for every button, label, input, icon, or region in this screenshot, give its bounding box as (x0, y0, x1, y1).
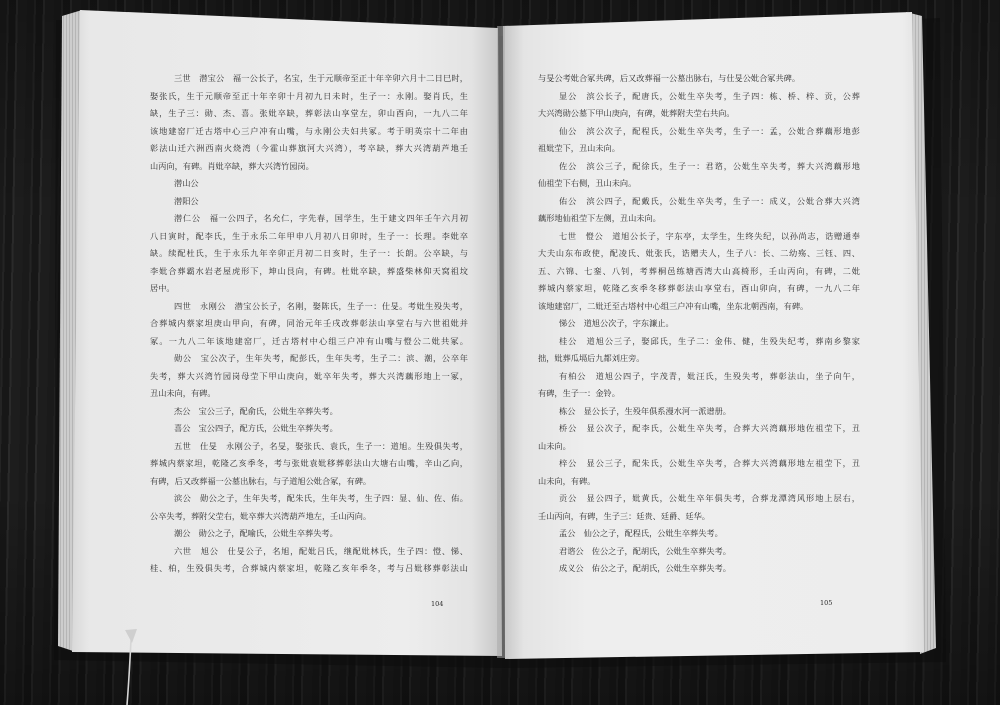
text-line: 桂公 道旭公三子，娶邱氏，生子二：金伟、健，生殁失纪考，葬南乡黎家 (559, 335, 860, 346)
text-line: 大夫山东布政使，配凌氏、妣张氏，诰赠夫人，生子八：长、二幼殇、三钰、四、 (538, 248, 860, 258)
text-line: 合葬城内蔡家坦庚山甲向，有碑，同治元年壬戌改葬彰法山享堂右与六世祖妣并 (150, 318, 468, 328)
text-line: 三世 潜宝公 福一公长子，名宝，生于元顺帝至正十年辛卯六月十二日巳时， (174, 73, 468, 83)
text-line: 壬山丙向，有碑，生子三：廷贵、廷爵、廷华。 (538, 510, 710, 521)
text-line: 缺，生子三：勋、杰、喜。张妣卒缺，葬彰法山享堂左，卯山酉向，一九八二年 (150, 108, 468, 118)
text-line: 贡公 显公四子，妣黄氏，公妣生卒年俱失考，合葬龙潭湾风形地上层右， (559, 493, 860, 503)
section-heading: 潜山公 (174, 178, 199, 188)
text-line: 潮公 勋公之子，配喻氏，公妣生卒葬失考。 (174, 528, 338, 538)
text-line: 大兴湾勋公墓下甲山庚向，有碑，妣葬附夫茔右共向。 (538, 108, 735, 118)
text-line: 栋公 显公长子，生殁年俱系漫水河一派谱册。 (559, 405, 731, 416)
text-line: 桥公 显公次子，配李氏，公妣生卒失考，合葬大兴湾藕形地佐祖茔下，丑 (559, 423, 860, 433)
section-heading: 潜阳公 (174, 195, 199, 206)
text-line: 有柏公 道旭公四子，字茂青，妣汪氏，生殁失考，葬彰法山，坐子向午， (559, 370, 860, 381)
text-line: 拙，妣葬瓜塥后九都刘庄旁。 (538, 353, 645, 363)
page-number: 104 (431, 600, 444, 608)
text-line: 有碑，后又改葬福一公墓出脉右，与子道旭公妣合冢，有碑。 (150, 475, 372, 486)
text-line: 八日寅时，配李氏，生于永乐二年甲申八月初八日卯时，生子一：长理。李妣卒 (150, 230, 468, 241)
text-line: 君谘公 佐公之子，配胡氏，公妣生卒葬失考。 (559, 545, 731, 556)
left-page-text (150, 70, 468, 578)
text-line: 成义公 佑公之子，配胡氏，公妣生卒葬失考。 (559, 563, 731, 573)
text-line: 葬城内蔡家坦，乾隆乙亥季冬，考与张妣袁妣移葬彰法山大塘右山嘴，辛山乙向， (150, 458, 468, 468)
text-line: 佐公 滨公三子，配徐氏，生子一：君谘，公妣生卒失考，葬大兴湾藕形地 (559, 160, 860, 171)
text-line: 与旻公考妣合冢共碑，后又改葬福一公墓出脉右，与仕旻公妣合冢共碑。 (538, 73, 801, 83)
text-line: 彰法山迁六洲西南火烧湾（今霍山葬旗河大兴湾），考卒缺，葬大兴湾葫芦地壬 (150, 143, 468, 153)
text-line: 该地建窑厂迁古塔中心三户冲有山嘴，与永刚公夫妇共冢。考于明英宗十二年由 (150, 125, 468, 136)
text-line: 葬城内蔡家坦，乾隆乙亥季冬移葬彰法山享堂右，酉山卯向，有碑，一九八二年 (538, 283, 860, 293)
text-line: 悌公 道旭公次子，字东濂止。 (559, 318, 674, 328)
text-line: 显公 滨公长子，配唐氏，公妣生卒失考，生子四：栋、桥、梓、贡，公葬 (559, 90, 860, 101)
text-line: 公卒失考，葬附父茔右，妣卒葬大兴湾葫芦地左，壬山丙向。 (150, 510, 372, 521)
text-line: 居中。 (150, 283, 175, 293)
text-line: 五、六锦、七銮、八钊，考葬桐邑练塘西湾大山高椅形，壬山丙向，有碑，二妣 (538, 265, 860, 276)
text-line: 杰公 宝公三子，配俞氏，公妣生卒葬失考。 (174, 405, 338, 416)
spine-shadow (497, 26, 505, 658)
text-line: 仙公 滨公次子，配程氏，公妣生卒失考，生子一：孟，公妣合葬藕形地彭 (559, 125, 860, 136)
text-line: 七世 憕公 道旭公长子，字东亭，太学生，生终失纪，以孙尚志，诰赠通奉 (559, 230, 860, 241)
text-line: 娶张氏，生于元顺帝至正十年辛卯十月初九日未时，生子一：永刚。娶肖氏，生 (150, 90, 468, 101)
text-line: 冢。一九八二年该地建窑厂，迁古塔村中心组三户冲有山嘴与憕公二妣共冢。 (150, 335, 468, 346)
text-line: 四世 永刚公 潜宝公长子，名刚，娶陈氏，生子一：仕旻。考妣生殁失考， (174, 300, 468, 311)
text-line: 佑公 滨公四子，配戴氏，公妣生卒失考，生子一：成义，公妣合葬大兴湾 (559, 195, 860, 206)
text-line: 梓公 显公三子，配朱氏，公妣生卒失考，合葬大兴湾藕形地左祖茔下，丑 (559, 458, 860, 468)
text-line: 藕形地仙祖茔下左侧，丑山未向。 (538, 213, 661, 223)
text-line: 勋公 宝公次子，生年失考，配彭氏，生年失考，生子二：滨、潮，公卒年 (174, 353, 468, 363)
text-line: 丑山未向，有碑。 (150, 388, 216, 398)
right-page-text (538, 70, 860, 578)
text-line: 滨公 勋公之子，生年失考，配朱氏，生年失考，生子四：显、仙、佐、佑。 (174, 493, 468, 503)
text-line: 祖妣茔下，丑山未向。 (538, 143, 620, 153)
text-line: 失考，葬大兴湾竹园岗母茔下甲山庚向，妣卒年失考，葬大兴湾藕形地上一冢， (150, 370, 468, 381)
text-line: 六世 旭公 仕旻公子，名旭，配妣吕氏，继配妣林氏，生子四：憕、悌、 (174, 545, 468, 556)
text-line: 潜仁公 福一公四子，名允仁，字先春，国学生，生于建文四年壬午六月初 (174, 213, 468, 223)
text-line: 缺。续配杜氏，生于永乐九年辛卯正月初二日亥时，生子一：长朗。公卒缺，与 (150, 248, 468, 258)
text-line: 桂、柏，生殁俱失考，合葬城内蔡家坦，乾隆乙亥年季冬，考与吕妣移葬彰法山 (150, 563, 468, 573)
text-line: 山未向。 (538, 440, 571, 451)
text-line: 有碑，生子一：金铃。 (538, 388, 620, 398)
text-line: 该地建窑厂，二妣迁至古塔村中心组三户冲有山嘴，坐东北朝西南，有碑。 (538, 300, 809, 311)
text-line: 孟公 仙公之子，配程氏，公妣生卒葬失考。 (559, 528, 723, 538)
text-line: 山未向，有碑。 (538, 475, 596, 486)
text-line: 山丙向，有碑。肖妣卒缺，葬大兴湾竹园岗。 (150, 160, 314, 171)
page-number: 105 (820, 599, 833, 607)
text-line: 李妣合葬霸水岩老屋虎形下，坤山艮向，有碑。杜妣卒缺，葬盛柴林仰天窝祖坟 (150, 265, 468, 276)
text-line: 五世 仕旻 永刚公子，名旻，娶张氏、袁氏，生子一：道旭。生殁俱失考， (174, 440, 468, 451)
text-line: 仙祖茔下右侧，丑山未向。 (538, 178, 637, 188)
text-line: 喜公 宝公四子，配方氏，公妣生卒葬失考。 (174, 423, 338, 433)
